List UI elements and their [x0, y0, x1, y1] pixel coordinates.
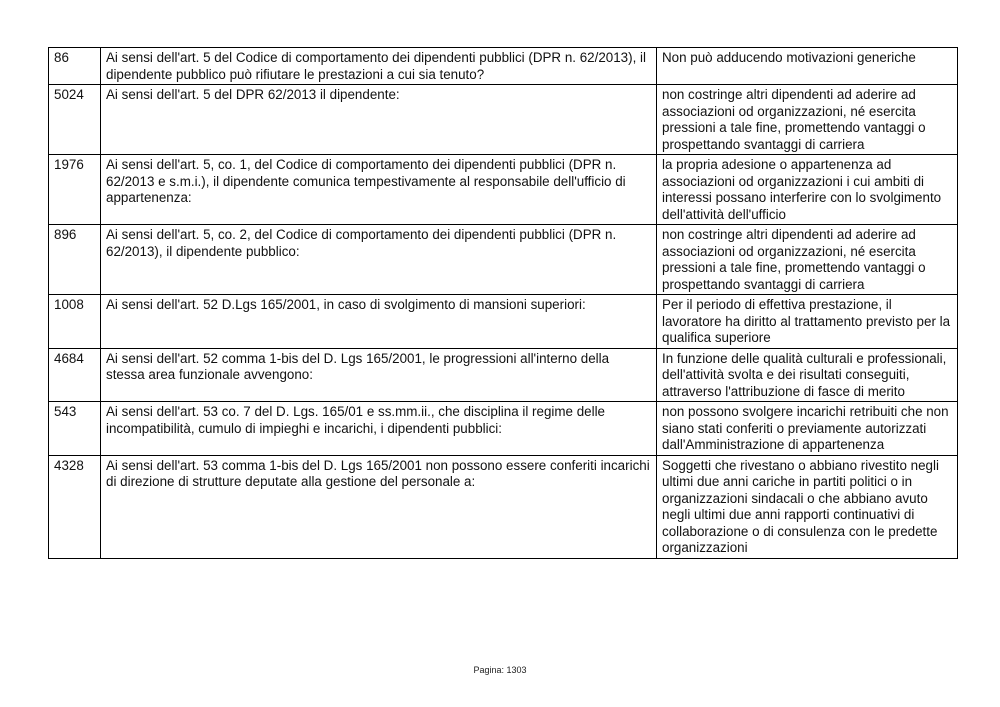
- question-text: Ai sensi dell'art. 5, co. 2, del Codice di comportamento dei dipendenti pubblici (DPR n. 62/2013), il dipendente pubblico:: [101, 225, 657, 295]
- table-row: [49, 48, 958, 85]
- table-row: [49, 155, 958, 225]
- questions-table: [48, 47, 958, 559]
- answer-text: Soggetti che rivestano o abbiano rivestito negli ultimi due anni cariche in partiti politici o in organizzazioni sindacali o che abbiano avuto negli ultimi due anni rapporti continuativi di collaborazione o di consulenza con le predette organizzazioni: [657, 455, 958, 558]
- table-row: [49, 85, 958, 155]
- question-text: Ai sensi dell'art. 5 del DPR 62/2013 il dipendente:: [101, 85, 657, 155]
- question-id: 543: [49, 402, 101, 456]
- answer-text: In funzione delle qualità culturali e professionali, dell'attività svolta e dei risultati conseguiti, attraverso l'attribuzione di fasce di merito: [657, 348, 958, 402]
- answer-text: non possono svolgere incarichi retribuiti che non siano stati conferiti o previamente autorizzati dall'Amministrazione di appartenenza: [657, 402, 958, 456]
- table-row: [49, 455, 958, 558]
- question-id: 5024: [49, 85, 101, 155]
- page-number: Pagina: 1303: [473, 665, 527, 675]
- question-id: 1008: [49, 295, 101, 349]
- question-id: 4328: [49, 455, 101, 558]
- question-id: 86: [49, 48, 101, 85]
- question-text: Ai sensi dell'art. 5, co. 1, del Codice di comportamento dei dipendenti pubblici (DPR n. 62/2013 e s.m.i.), il dipendente comunica tempestivamente al responsabile dell'ufficio di appartenenza:: [101, 155, 657, 225]
- answer-text: non costringe altri dipendenti ad aderire ad associazioni od organizzazioni, né esercita pressioni a tale fine, promettendo vantaggi o prospettando svantaggi di carriera: [657, 225, 958, 295]
- answer-text: Per il periodo di effettiva prestazione, il lavoratore ha diritto al trattamento previsto per la qualifica superiore: [657, 295, 958, 349]
- question-id: 1976: [49, 155, 101, 225]
- answer-text: non costringe altri dipendenti ad aderire ad associazioni od organizzazioni, né esercita pressioni a tale fine, promettendo vantaggi o prospettando svantaggi di carriera: [657, 85, 958, 155]
- question-text: Ai sensi dell'art. 5 del Codice di comportamento dei dipendenti pubblici (DPR n. 62/2013), il dipendente pubblico può rifiutare le prestazioni a cui sia tenuto?: [101, 48, 657, 85]
- question-text: Ai sensi dell'art. 53 comma 1-bis del D. Lgs 165/2001 non possono essere conferiti incarichi di direzione di strutture deputate alla gestione del personale a:: [101, 455, 657, 558]
- question-text: Ai sensi dell'art. 53 co. 7 del D. Lgs. 165/01 e ss.mm.ii., che disciplina il regime delle incompatibilità, cumulo di impieghi e incarichi, i dipendenti pubblici:: [101, 402, 657, 456]
- question-id: 896: [49, 225, 101, 295]
- table-row: [49, 348, 958, 402]
- question-id: 4684: [49, 348, 101, 402]
- question-text: Ai sensi dell'art. 52 D.Lgs 165/2001, in caso di svolgimento di mansioni superiori:: [101, 295, 657, 349]
- table-row: [49, 295, 958, 349]
- table-row: [49, 402, 958, 456]
- answer-text: Non può adducendo motivazioni generiche: [657, 48, 958, 85]
- question-text: Ai sensi dell'art. 52 comma 1-bis del D. Lgs 165/2001, le progressioni all'interno della stessa area funzionale avvengono:: [101, 348, 657, 402]
- answer-text: la propria adesione o appartenenza ad associazioni od organizzazioni i cui ambiti di interessi possano interferire con lo svolgimento dell'attività dell'ufficio: [657, 155, 958, 225]
- table-row: [49, 225, 958, 295]
